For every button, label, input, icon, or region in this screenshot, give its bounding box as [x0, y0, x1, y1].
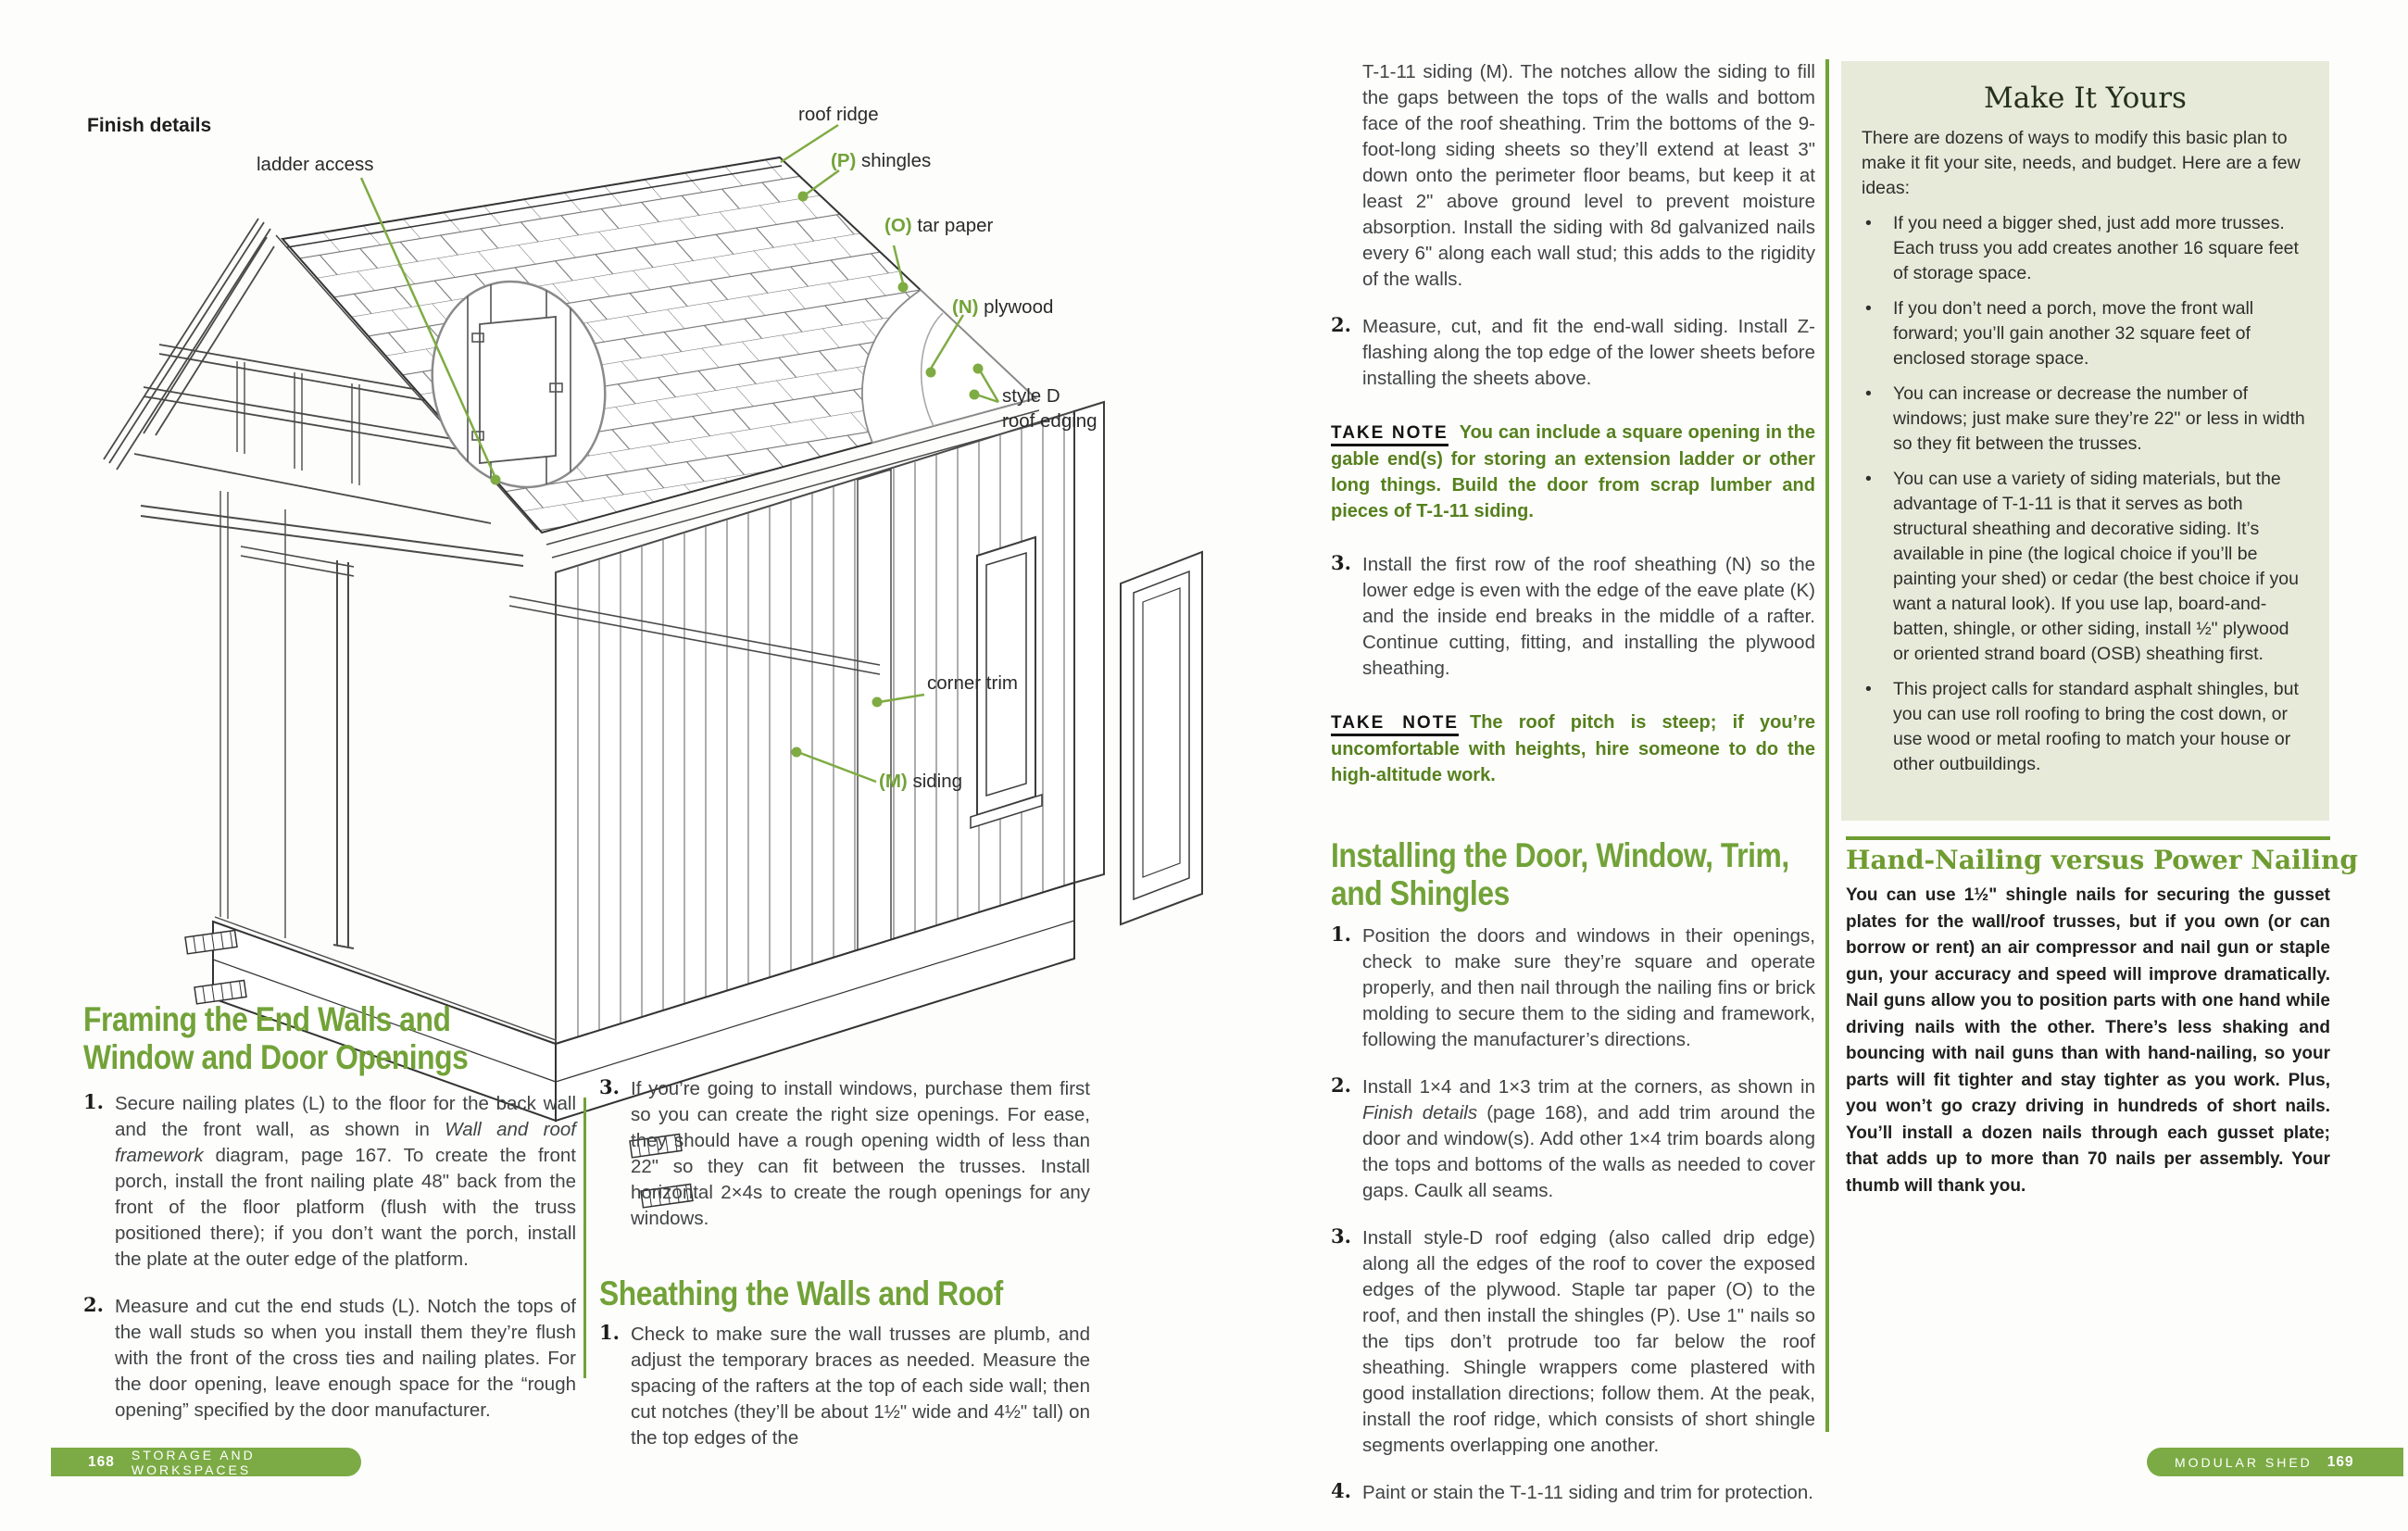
step-number: 3. [599, 1075, 620, 1098]
right-page-column [1331, 59, 1815, 1506]
step-text: Paint or stain the T-1-11 siding and trim for protection. [1362, 1482, 1813, 1503]
take-note-1 [1331, 420, 1815, 524]
take-note-2 [1331, 709, 1815, 788]
step-text: Measure, cut, and fit the end-wall siding. Install Z-flashing along the top edge of the lower sheets before installing the sheets above. [1362, 316, 1815, 389]
section-heading-framing [83, 1000, 508, 1076]
installing-step-3 [1331, 1225, 1815, 1459]
key-O: (O) [884, 215, 912, 236]
key-N: (N) [952, 296, 979, 318]
page-number-left: 168 [88, 1453, 115, 1470]
label-plywood-text: plywood [984, 296, 1054, 318]
take-note-label: TAKE NOTE [1331, 713, 1459, 736]
label-plywood [952, 296, 1053, 319]
step-text: Secure nailing plates (L) to the floor for the back wall and the front wall, as shown in [115, 1093, 576, 1140]
step-number: 2. [1331, 313, 1351, 336]
key-P: (P) [831, 150, 857, 171]
step-text-italic: Finish details [1362, 1102, 1478, 1123]
installing-heading-line2: and Shingles [1331, 874, 1510, 912]
step-text: diagram, page 167. To create the front porch, install the front nailing plate 48" back from the front of the floor platform (flush with the truss positioned there); if you don’t want the porch, install the plate at the outer edge of the platform. [115, 1145, 576, 1270]
footer-label-left: STORAGE AND WORKSPACES [131, 1447, 256, 1477]
installing-step-2 [1331, 1074, 1815, 1204]
label-shingles [831, 150, 931, 172]
step-number: 4. [1331, 1479, 1351, 1502]
label-roof-ridge: roof ridge [798, 104, 879, 125]
installing-step-4 [1331, 1480, 1815, 1506]
key-M: (M) [879, 771, 908, 792]
step-number: 3. [1331, 551, 1351, 574]
sidebar-bullet [1862, 467, 2309, 667]
section-heading-installing [1331, 836, 1789, 912]
bullet-glyph: • [1865, 383, 1872, 404]
label-tar-paper-text: tar paper [917, 215, 994, 236]
sidebar-bullet [1862, 296, 2309, 371]
installing-step-1 [1331, 923, 1815, 1053]
label-style-d-roof-edging [1002, 383, 1097, 433]
sheathing-step-3 [1331, 552, 1815, 682]
step-text-italic: Wall and roof framework [115, 1119, 576, 1166]
framing-step-1 [83, 1091, 576, 1273]
framing-step-2 [83, 1294, 576, 1424]
hand-nailing-section [1846, 836, 2358, 1199]
sheathing-step-1 [599, 1322, 1090, 1451]
left-page-column-2 [599, 1076, 1090, 1451]
label-siding [879, 771, 962, 793]
sidebar-bullet [1862, 677, 2309, 777]
label-siding-text: siding [912, 771, 962, 792]
bullet-text: If you don’t need a porch, move the front wall forward; you’ll gain another 32 square feet of enclosed storage space. [1893, 298, 2254, 369]
bullet-glyph: • [1865, 298, 1872, 319]
take-note-text: You can include a square opening in the gable end(s) for storing an extension ladder or other long things. Build the door from scrap lumber and pieces of T-1-11 siding. [1331, 422, 1816, 521]
step-text: Install style-D roof edging (also called drip edge) along all the edges of the roof to cover the exposed edges of the plywood. Staple tar paper (O) to the roof, and then install the shingles (P). Use 1" nails so the tips don’t protrude too far below the roof sheathing. Shingle wrappers come plastered with good installation directions; follow them. At the peak, install the roof ridge, which consists of short shingle segments overlapping one another. [1362, 1227, 1815, 1456]
sheathing-step-2 [1331, 314, 1815, 392]
footer-right-page [2147, 1448, 2403, 1476]
step-text: Install the first row of the roof sheathing (N) so the lower edge is even with the edge of the eave plate (K) and the inside end breaks in the middle of a rafter. Continue cutting, fitting, and installing the plywood sheathing. [1362, 554, 1815, 679]
hand-nailing-body: You can use 1½" shingle nails for securing the gusset plates for the wall/roof trusses, but if you own (or can borrow or rent) an air compressor and nail gun or staple gun, your accuracy and speed will improve dramatically. Nail guns allow you to position parts with one hand while driving nails with the other. There’s less shaking and bouncing with nail guns than with hand-nailing, so your parts will fit tighter and stay tighter as you work. Plus, you won’t go crazy driving in hundreds of short nails. You’ll install a dozen nails through each gusset plate; that adds up to more than 70 nails per assembly. Your thumb will thank you. [1846, 885, 2330, 1196]
label-ladder-access: ladder access [257, 154, 374, 175]
sidebar-intro: There are dozens of ways to modify this basic plan to make it fit your site, needs, and budget. Here are a few ideas: [1862, 128, 2301, 198]
framing-heading-line1: Framing the End Walls and [83, 1000, 451, 1038]
step-text: (page 168), and add trim around the door and window(s). Add other 1×4 trim boards along the tops and bottoms of the walls as needed to cover gaps. Caulk all seams. [1362, 1102, 1816, 1201]
step-number: 1. [83, 1090, 104, 1113]
label-style-d-line1: style D [1002, 385, 1060, 407]
step-text: Position the doors and windows in their openings, check to make sure they’re square and operate properly, and then nail through the nailing fins or brick molding to secure them to the siding and framework, following the manufacturer’s directions. [1362, 925, 1815, 1050]
bullet-text: If you need a bigger shed, just add more trusses. Each truss you add creates another 16 square feet of storage space. [1893, 213, 2299, 283]
framing-heading-line2: Window and Door Openings [83, 1038, 469, 1076]
installing-heading-line1: Installing the Door, Window, Trim, [1331, 836, 1789, 874]
step-text: Install 1×4 and 1×3 trim at the corners, as shown in [1362, 1076, 1815, 1098]
label-shingles-text: shingles [861, 150, 932, 171]
diagram-caption: Finish details [87, 115, 212, 136]
section-rule [1846, 836, 2330, 840]
column-divider-left-page [583, 1098, 586, 1378]
sidebar-bullet [1862, 382, 2309, 457]
page-number-right: 169 [2326, 1453, 2354, 1470]
label-style-d-line2: roof edging [1002, 410, 1097, 432]
corner-and-end-window [1074, 402, 1202, 924]
step-text: Measure and cut the end studs (L). Notch the tops of the wall studs so when you install them they’re flush with the front of the cross ties and nailing plates. For the door opening, leave enough space for the “rough opening” specified by the door manufacturer. [115, 1296, 576, 1421]
step-text: If you’re going to install windows, purchase them first so you can create the right size openings. For ease, they should have a rough opening width of less than 22" so they can fit between the trusses. Install horizontal 2×4s to create the rough openings for any windows. [631, 1078, 1090, 1229]
sidebar-title: Make It Yours [1984, 82, 2187, 115]
step-number: 2. [1331, 1073, 1351, 1097]
bullet-text: You can use a variety of siding materials, but the advantage of T-1-11 is that it serves as both structural sheathing and decorative siding. It’s available in pine (the logical choice if you’ll be painting your shed) or cedar (the best choice if you want a natural look). If you use lap, board-and-batten, shingle, or other siding, install ½" plywood or oriented strand board (OSB) sheathing first. [1893, 469, 2299, 664]
step-number: 3. [1331, 1224, 1351, 1248]
left-page-column-1 [83, 1000, 576, 1424]
step-text: Check to make sure the wall trusses are plumb, and adjust the temporary braces as needed. Measure the spacing of the rafters at the top of each side wall; then cut notches (they’ll be about 1½" wide and 4½" tall) on the top edges of the [631, 1324, 1090, 1449]
section-heading-sheathing: Sheathing the Walls and Roof [599, 1274, 1003, 1312]
bullet-glyph: • [1865, 213, 1872, 233]
framing-step-3 [599, 1076, 1090, 1232]
bullet-text: This project calls for standard asphalt shingles, but you can use roll roofing to bring the cost down, or use wood or metal roofing to match your house or other outbuildings. [1893, 679, 2299, 774]
footer-label-right: MODULAR SHED [2175, 1454, 2313, 1470]
label-corner-trim: corner trim [927, 672, 1018, 694]
bullet-glyph: • [1865, 679, 1872, 699]
sheathing-continued-paragraph: T-1-11 siding (M). The notches allow the siding to fill the gaps between the tops of the walls and bottom face of the roof sheathing. Trim the bottoms of the 9-foot-long siding sheets so they’ll extend at least 3" down onto the perimeter floor beams, but keep it at least 2" above ground level to prevent moisture absorption. Install the siding with 8d galvanized nails every 6" along each wall stud; this adds to the rigidity of the walls. [1362, 61, 1815, 290]
step-number: 1. [599, 1321, 620, 1344]
make-it-yours-sidebar [1841, 61, 2329, 821]
step-number: 1. [1331, 922, 1351, 946]
column-divider-right-page [1825, 59, 1829, 1432]
step-number: 2. [83, 1293, 104, 1316]
sidebar-bullet [1862, 211, 2309, 286]
take-note-label: TAKE NOTE [1331, 423, 1449, 446]
footer-left-page [51, 1448, 361, 1476]
label-tar-paper [884, 215, 993, 237]
take-note-text: The roof pitch is steep; if you’re uncomfortable with heights, hire someone to do the high-altitude work. [1331, 712, 1815, 785]
bullet-text: You can increase or decrease the number of windows; just make sure they’re 22" or less in width so they fit between the trusses. [1893, 383, 2305, 454]
hand-nailing-title: Hand-Nailing versus Power Nailing [1846, 845, 2358, 875]
bullet-glyph: • [1865, 469, 1872, 489]
